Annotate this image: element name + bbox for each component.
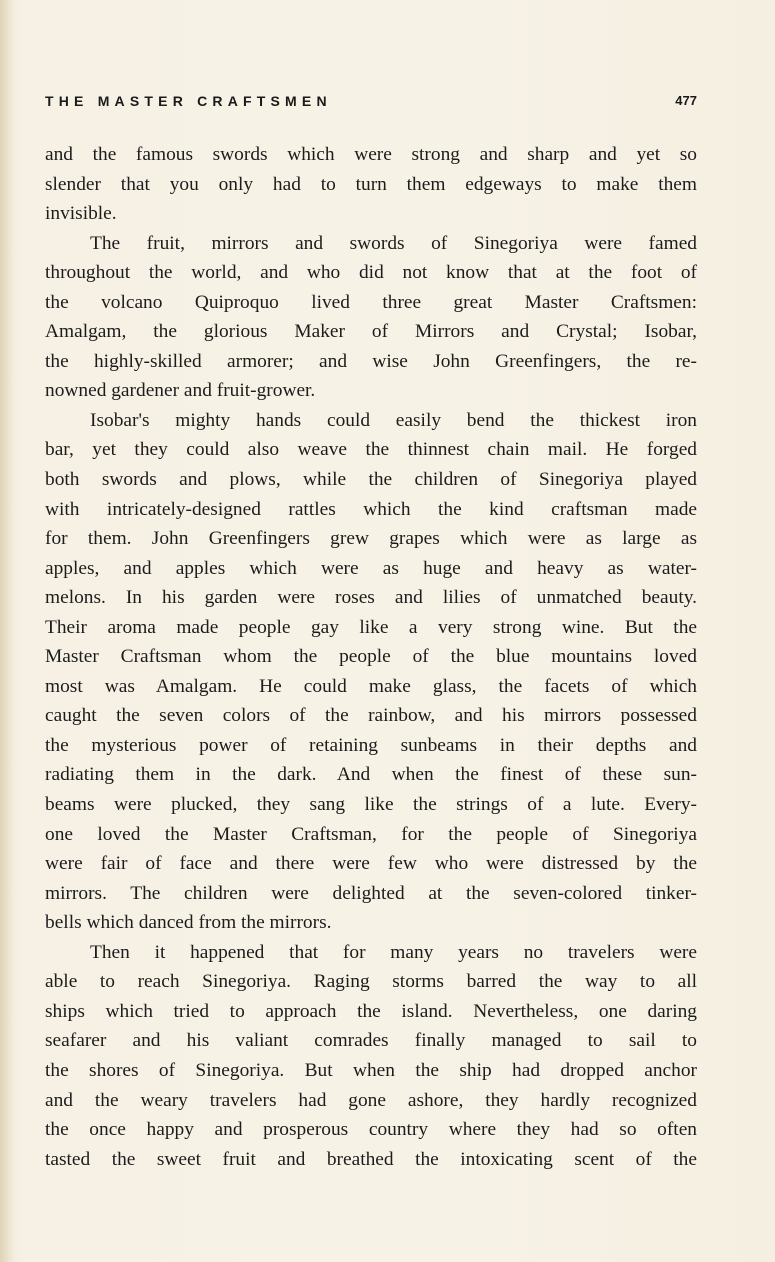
text-line: most was Amalgam. He could make glass, the facets of which	[45, 675, 697, 697]
text-line: the volcano Quiproquo lived three great Master Craftsmen:	[45, 291, 697, 313]
running-head: THE MASTER CRAFTSMEN	[45, 93, 332, 109]
text-line: Isobar's mighty hands could easily bend the thickest iron	[90, 409, 697, 431]
text-line: radiating them in the dark. And when the finest of these sun-	[45, 764, 697, 786]
page-number: 477	[675, 93, 697, 108]
text-line: mirrors. The children were delighted at the seven-colored tinker-	[45, 882, 697, 904]
text-line: for them. John Greenfingers grew grapes which were as large as	[45, 528, 697, 550]
text-line: throughout the world, and who did not know that at the foot of	[45, 262, 697, 284]
text-line: slender that you only had to turn them edgeways to make them	[45, 173, 697, 195]
text-line: beams were plucked, they sang like the strings of a lute. Every-	[45, 794, 697, 816]
text-line: both swords and plows, while the children of Sinegoriya played	[45, 469, 697, 491]
text-line: Amalgam, the glorious Maker of Mirrors and Crystal; Isobar,	[45, 321, 697, 343]
text-line: invisible.	[45, 203, 117, 225]
text-line: the once happy and prosperous country where they had so often	[45, 1119, 697, 1141]
page-header	[45, 93, 697, 113]
text-line: Master Craftsman whom the people of the blue mountains loved	[45, 646, 697, 668]
text-line: caught the seven colors of the rainbow, and his mirrors possessed	[45, 705, 697, 727]
text-line: the shores of Sinegoriya. But when the ship had dropped anchor	[45, 1059, 697, 1081]
text-line: the highly-skilled armorer; and wise John Greenfingers, the re-	[45, 350, 697, 372]
text-line: apples, and apples which were as huge and heavy as water-	[45, 557, 697, 579]
text-line: and the weary travelers had gone ashore, they hardly recognized	[45, 1089, 697, 1111]
text-line: Then it happened that for many years no travelers were	[90, 941, 697, 963]
text-line: the mysterious power of retaining sunbeams in their depths and	[45, 734, 697, 756]
text-line: one loved the Master Craftsman, for the people of Sinegoriya	[45, 823, 697, 845]
text-line: nowned gardener and fruit-grower.	[45, 380, 316, 402]
page-binding-shadow	[0, 0, 14, 1262]
text-line: tasted the sweet fruit and breathed the intoxicating scent of the	[45, 1148, 697, 1170]
text-line: were fair of face and there were few who were distressed by the	[45, 853, 697, 875]
text-line: ships which tried to approach the island. Nevertheless, one daring	[45, 1000, 697, 1022]
text-line: with intricately-designed rattles which the kind craftsman made	[45, 498, 697, 520]
body-text	[45, 140, 697, 1174]
text-line: bells which danced from the mirrors.	[45, 912, 332, 934]
text-line: bar, yet they could also weave the thinnest chain mail. He forged	[45, 439, 697, 461]
text-line: The fruit, mirrors and swords of Sinegoriya were famed	[90, 232, 697, 254]
text-line: able to reach Sinegoriya. Raging storms barred the way to all	[45, 971, 697, 993]
text-line: seafarer and his valiant comrades finally managed to sail to	[45, 1030, 697, 1052]
text-line: and the famous swords which were strong and sharp and yet so	[45, 144, 697, 165]
text-line: melons. In his garden were roses and lilies of unmatched beauty.	[45, 587, 697, 609]
text-line: Their aroma made people gay like a very strong wine. But the	[45, 616, 697, 638]
